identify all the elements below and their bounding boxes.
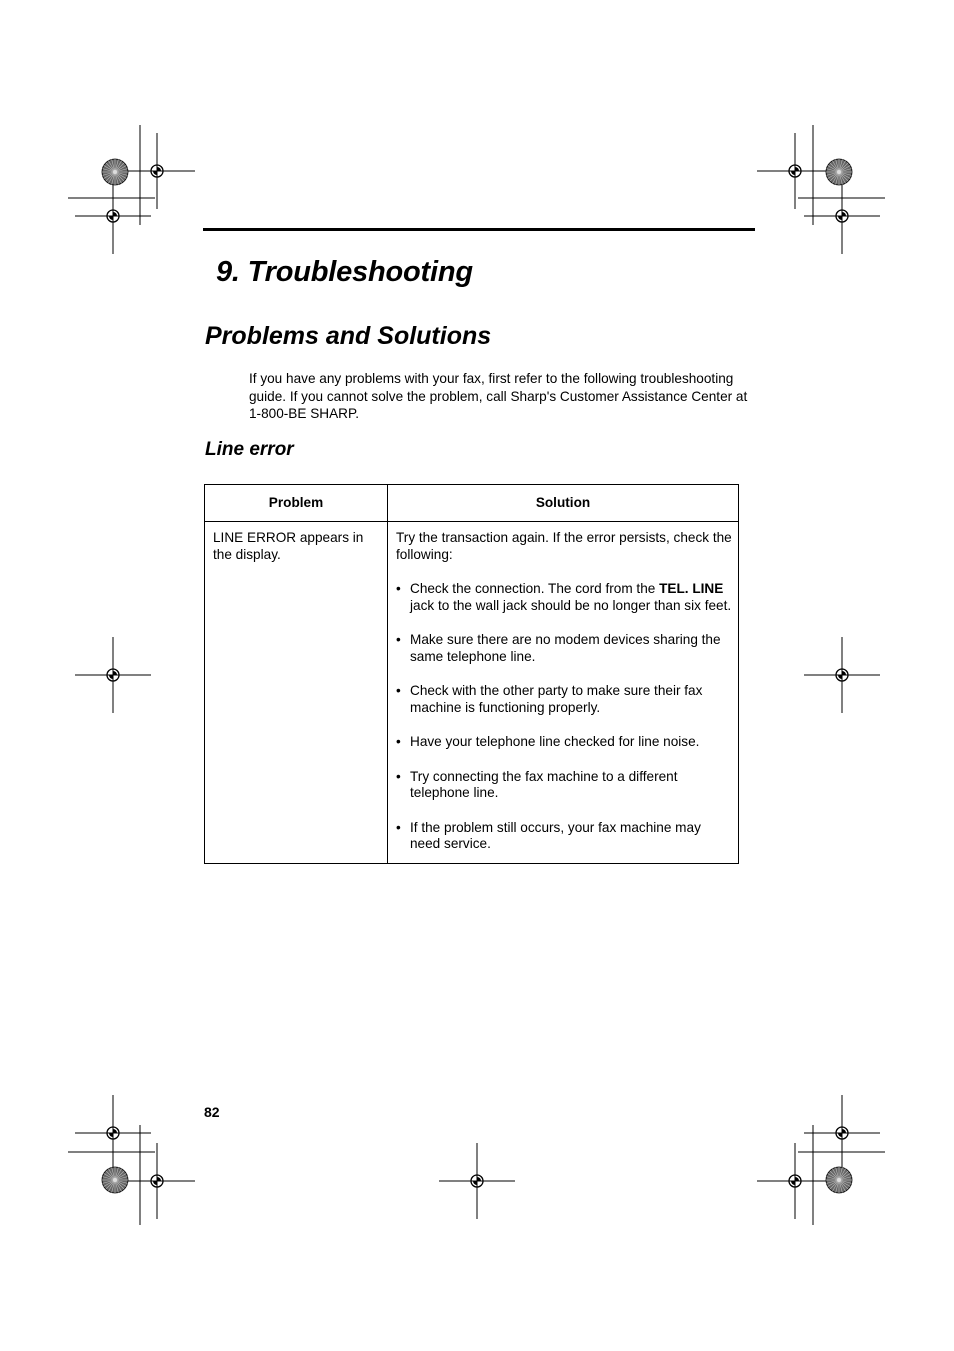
item-text: Try connecting the fax machine to a different telephone line. [410,768,678,800]
item-text: Have your telephone line checked for line noise. [410,734,700,749]
registration-mark-icon [804,1095,880,1171]
list-item [396,581,732,614]
list-item [396,632,732,665]
color-rosette-icon [102,1167,128,1193]
item-text: Make sure there are no modem devices sharing the same telephone line. [410,632,721,664]
troubleshooting-table [204,484,739,864]
solution-intro: Try the transaction again. If the error persists, check the following: [396,530,732,562]
section-title: Problems and Solutions [205,322,492,350]
bullet: • [396,581,401,596]
list-item [396,769,732,802]
registration-mark-icon [804,637,880,713]
item-text: Check the connection. The cord from the [410,581,660,596]
list-item [396,683,732,716]
bullet: • [396,768,401,784]
bullet: • [396,819,401,835]
registration-mark-icon [75,637,151,713]
header-rule [203,228,755,231]
item-text: If the problem still occurs, your fax machine may need service. [410,819,701,851]
header-problem: Problem [205,485,388,522]
bullet: • [396,734,401,749]
header-solution: Solution [388,485,739,522]
page-number: 82 [204,1104,220,1120]
subsection-title: Line error [205,439,294,460]
item-text: Check with the other party to make sure their fax machine is functioning properly. [410,683,703,715]
bullet: • [396,632,401,647]
solution-cell [388,522,739,864]
table-row [205,522,739,864]
table-header-row [205,485,739,522]
intro-paragraph: If you have any problems with your fax, first refer to the following troubleshooting guide. If you cannot solve the problem, call Sharp's Customer Assistance Center at 1-800-BE SHARP. [249,371,748,421]
registration-mark-icon [439,1143,515,1219]
registration-mark-icon [757,1143,833,1219]
solution-list [396,581,732,853]
color-rosette-icon [826,159,852,185]
chapter-title: 9. Troubleshooting [216,256,473,288]
item-text-rest: jack to the wall jack should be no longer than six feet. [410,597,732,613]
list-item [396,820,732,853]
item-bold-text: TEL. LINE [659,581,724,596]
color-rosette-icon [102,159,128,185]
bullet: • [396,683,401,698]
registration-mark-icon [804,178,880,254]
problem-cell: LINE ERROR appears in the display. [205,522,388,864]
list-item [396,734,732,751]
color-rosette-icon [826,1167,852,1193]
registration-mark-icon [119,1143,195,1219]
